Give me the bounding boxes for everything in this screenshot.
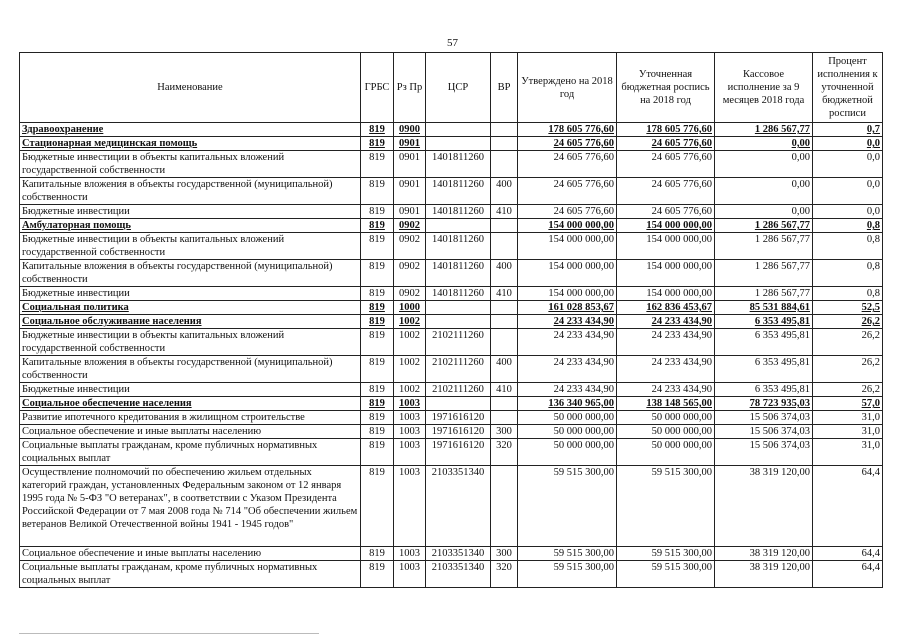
cell-csr: 1401811260 [426, 287, 491, 301]
cell-cash: 1 286 567,77 [715, 123, 813, 137]
cell-refined: 178 605 776,60 [617, 123, 715, 137]
cell-percent: 0,8 [813, 219, 883, 233]
col-header-approved: Утверждено на 2018 год [518, 53, 617, 123]
cell-grbs: 819 [361, 397, 394, 411]
cell-cash: 1 286 567,77 [715, 233, 813, 260]
cell-grbs: 819 [361, 205, 394, 219]
cell-refined: 24 605 776,60 [617, 137, 715, 151]
cell-percent: 64,4 [813, 561, 883, 588]
cell-rzpr: 1003 [394, 425, 426, 439]
cell-approved: 154 000 000,00 [518, 233, 617, 260]
budget-table [19, 52, 883, 588]
cell-approved: 24 233 434,90 [518, 315, 617, 329]
cell-csr [426, 315, 491, 329]
cell-rzpr: 0900 [394, 123, 426, 137]
cell-rzpr: 1000 [394, 301, 426, 315]
cell-grbs: 819 [361, 301, 394, 315]
cell-name: Социальные выплаты гражданам, кроме публичных нормативных социальных выплат [20, 439, 361, 466]
cell-grbs: 819 [361, 233, 394, 260]
cell-percent: 0,8 [813, 233, 883, 260]
cell-rzpr: 0901 [394, 205, 426, 219]
cell-vr [491, 315, 518, 329]
cell-cash: 15 506 374,03 [715, 411, 813, 425]
bottom-rule [19, 633, 319, 634]
cell-vr [491, 397, 518, 411]
cell-name: Социальное обеспечение и иные выплаты населению [20, 425, 361, 439]
cell-csr: 2103351340 [426, 561, 491, 588]
cell-percent: 0,0 [813, 137, 883, 151]
cell-refined: 24 233 434,90 [617, 329, 715, 356]
cell-grbs: 819 [361, 151, 394, 178]
cell-approved: 24 233 434,90 [518, 383, 617, 397]
table-row [20, 137, 883, 151]
table-row [20, 439, 883, 466]
cell-csr: 2103351340 [426, 466, 491, 547]
cell-percent: 26,2 [813, 356, 883, 383]
cell-grbs: 819 [361, 411, 394, 425]
table-row [20, 425, 883, 439]
cell-name: Бюджетные инвестиции в объекты капитальных вложений государственной собственности [20, 151, 361, 178]
cell-vr [491, 219, 518, 233]
cell-name: Развитие ипотечного кредитования в жилищном строительстве [20, 411, 361, 425]
cell-refined: 24 233 434,90 [617, 315, 715, 329]
cell-csr [426, 219, 491, 233]
cell-name: Социальное обслуживание населения [20, 315, 361, 329]
cell-name: Социальное обеспечение населения [20, 397, 361, 411]
cell-grbs: 819 [361, 315, 394, 329]
cell-vr: 320 [491, 439, 518, 466]
cell-cash: 38 319 120,00 [715, 561, 813, 588]
col-header-cash: Кассовое исполнение за 9 месяцев 2018 года [715, 53, 813, 123]
cell-name: Социальные выплаты гражданам, кроме публичных нормативных социальных выплат [20, 561, 361, 588]
table-row [20, 178, 883, 205]
cell-name: Социальная политика [20, 301, 361, 315]
cell-percent: 64,4 [813, 547, 883, 561]
cell-refined: 154 000 000,00 [617, 219, 715, 233]
cell-csr: 1401811260 [426, 205, 491, 219]
cell-rzpr: 1002 [394, 383, 426, 397]
cell-vr [491, 329, 518, 356]
cell-vr: 320 [491, 561, 518, 588]
cell-grbs: 819 [361, 561, 394, 588]
cell-name: Капитальные вложения в объекты государственной (муниципальной) собственности [20, 260, 361, 287]
cell-csr: 1971616120 [426, 411, 491, 425]
table-row [20, 397, 883, 411]
table-body [20, 123, 883, 588]
cell-grbs: 819 [361, 547, 394, 561]
cell-cash: 1 286 567,77 [715, 219, 813, 233]
cell-refined: 59 515 300,00 [617, 547, 715, 561]
table-row [20, 151, 883, 178]
cell-rzpr: 1003 [394, 439, 426, 466]
cell-refined: 154 000 000,00 [617, 287, 715, 301]
cell-grbs: 819 [361, 329, 394, 356]
cell-percent: 26,2 [813, 315, 883, 329]
cell-approved: 154 000 000,00 [518, 287, 617, 301]
cell-name: Бюджетные инвестиции [20, 383, 361, 397]
cell-approved: 24 605 776,60 [518, 205, 617, 219]
col-header-percent: Процент исполнения к уточненной бюджетной росписи [813, 53, 883, 123]
table-row [20, 260, 883, 287]
cell-vr: 400 [491, 356, 518, 383]
cell-grbs: 819 [361, 123, 394, 137]
cell-cash: 78 723 935,03 [715, 397, 813, 411]
cell-csr: 1971616120 [426, 425, 491, 439]
cell-cash: 38 319 120,00 [715, 547, 813, 561]
cell-cash: 85 531 884,61 [715, 301, 813, 315]
cell-vr: 410 [491, 287, 518, 301]
cell-percent: 26,2 [813, 329, 883, 356]
cell-cash: 6 353 495,81 [715, 383, 813, 397]
col-header-refined: Уточненная бюджетная роспись на 2018 год [617, 53, 715, 123]
cell-approved: 24 605 776,60 [518, 137, 617, 151]
col-header-csr: ЦСР [426, 53, 491, 123]
cell-grbs: 819 [361, 425, 394, 439]
cell-vr: 300 [491, 547, 518, 561]
table-row [20, 466, 883, 547]
cell-cash: 1 286 567,77 [715, 287, 813, 301]
cell-cash: 6 353 495,81 [715, 356, 813, 383]
cell-approved: 50 000 000,00 [518, 425, 617, 439]
cell-rzpr: 1002 [394, 356, 426, 383]
table-row [20, 287, 883, 301]
cell-refined: 24 605 776,60 [617, 205, 715, 219]
cell-vr: 400 [491, 260, 518, 287]
cell-cash: 1 286 567,77 [715, 260, 813, 287]
cell-vr [491, 301, 518, 315]
table-row [20, 329, 883, 356]
cell-grbs: 819 [361, 356, 394, 383]
cell-vr [491, 411, 518, 425]
cell-rzpr: 1003 [394, 397, 426, 411]
table-row [20, 383, 883, 397]
cell-approved: 24 605 776,60 [518, 178, 617, 205]
cell-grbs: 819 [361, 137, 394, 151]
cell-cash: 15 506 374,03 [715, 439, 813, 466]
cell-cash: 0,00 [715, 137, 813, 151]
cell-approved: 59 515 300,00 [518, 547, 617, 561]
cell-percent: 0,0 [813, 178, 883, 205]
cell-percent: 0,0 [813, 205, 883, 219]
cell-rzpr: 1002 [394, 329, 426, 356]
cell-vr [491, 151, 518, 178]
page-number: 57 [447, 37, 458, 49]
cell-rzpr: 0902 [394, 219, 426, 233]
table-row [20, 411, 883, 425]
cell-approved: 136 340 965,00 [518, 397, 617, 411]
table-row [20, 219, 883, 233]
cell-percent: 0,7 [813, 123, 883, 137]
cell-approved: 154 000 000,00 [518, 260, 617, 287]
cell-name: Осуществление полномочий по обеспечению жильем отдельных категорий граждан, установленных Федеральным законом от 12 января 1995 года № 5-ФЗ "О ветеранах", в соответствии с Указом Президента Российской Федерации от 7 мая 2008 года № 714 "Об обеспечении жильем ветеранов Великой Отечественной войны 1941 - 1945 годов" [20, 466, 361, 547]
cell-csr: 1401811260 [426, 233, 491, 260]
cell-name: Здравоохранение [20, 123, 361, 137]
cell-percent: 52,5 [813, 301, 883, 315]
cell-refined: 154 000 000,00 [617, 260, 715, 287]
cell-approved: 154 000 000,00 [518, 219, 617, 233]
cell-grbs: 819 [361, 466, 394, 547]
cell-percent: 31,0 [813, 411, 883, 425]
cell-approved: 24 233 434,90 [518, 329, 617, 356]
col-header-rzpr: Рз Пр [394, 53, 426, 123]
cell-cash: 15 506 374,03 [715, 425, 813, 439]
table-row [20, 561, 883, 588]
cell-refined: 50 000 000,00 [617, 425, 715, 439]
cell-rzpr: 1002 [394, 315, 426, 329]
cell-csr: 2102111260 [426, 356, 491, 383]
cell-grbs: 819 [361, 287, 394, 301]
cell-vr [491, 137, 518, 151]
cell-refined: 24 605 776,60 [617, 178, 715, 205]
cell-csr: 2102111260 [426, 383, 491, 397]
cell-percent: 31,0 [813, 425, 883, 439]
cell-grbs: 819 [361, 260, 394, 287]
cell-name: Амбулаторная помощь [20, 219, 361, 233]
cell-grbs: 819 [361, 178, 394, 205]
cell-percent: 0,8 [813, 287, 883, 301]
cell-refined: 24 233 434,90 [617, 356, 715, 383]
cell-refined: 162 836 453,67 [617, 301, 715, 315]
cell-vr [491, 233, 518, 260]
cell-refined: 24 233 434,90 [617, 383, 715, 397]
cell-approved: 59 515 300,00 [518, 561, 617, 588]
cell-csr [426, 123, 491, 137]
cell-cash: 6 353 495,81 [715, 329, 813, 356]
cell-name: Бюджетные инвестиции в объекты капитальных вложений государственной собственности [20, 329, 361, 356]
cell-name: Бюджетные инвестиции [20, 205, 361, 219]
cell-refined: 50 000 000,00 [617, 439, 715, 466]
cell-csr [426, 137, 491, 151]
cell-approved: 59 515 300,00 [518, 466, 617, 547]
cell-rzpr: 1003 [394, 561, 426, 588]
cell-cash: 6 353 495,81 [715, 315, 813, 329]
table-row [20, 356, 883, 383]
cell-rzpr: 0902 [394, 233, 426, 260]
table-row [20, 315, 883, 329]
cell-rzpr: 0901 [394, 137, 426, 151]
table-header-row [20, 53, 883, 123]
cell-csr: 1401811260 [426, 178, 491, 205]
cell-csr: 1971616120 [426, 439, 491, 466]
cell-refined: 59 515 300,00 [617, 561, 715, 588]
cell-refined: 50 000 000,00 [617, 411, 715, 425]
cell-rzpr: 0902 [394, 287, 426, 301]
cell-refined: 24 605 776,60 [617, 151, 715, 178]
table-row [20, 205, 883, 219]
col-header-vr: ВР [491, 53, 518, 123]
cell-percent: 57,0 [813, 397, 883, 411]
cell-approved: 161 028 853,67 [518, 301, 617, 315]
table-row [20, 547, 883, 561]
cell-csr: 2102111260 [426, 329, 491, 356]
cell-percent: 0,8 [813, 260, 883, 287]
cell-cash: 0,00 [715, 151, 813, 178]
cell-rzpr: 0901 [394, 178, 426, 205]
cell-csr: 1401811260 [426, 151, 491, 178]
cell-vr: 300 [491, 425, 518, 439]
cell-rzpr: 1003 [394, 411, 426, 425]
cell-cash: 0,00 [715, 205, 813, 219]
cell-grbs: 819 [361, 219, 394, 233]
table-row [20, 301, 883, 315]
cell-approved: 50 000 000,00 [518, 439, 617, 466]
cell-csr [426, 301, 491, 315]
cell-refined: 154 000 000,00 [617, 233, 715, 260]
cell-cash: 0,00 [715, 178, 813, 205]
cell-name: Стационарная медицинская помощь [20, 137, 361, 151]
cell-rzpr: 1003 [394, 547, 426, 561]
cell-vr [491, 466, 518, 547]
cell-name: Социальное обеспечение и иные выплаты населению [20, 547, 361, 561]
cell-rzpr: 1003 [394, 466, 426, 547]
cell-csr: 2103351340 [426, 547, 491, 561]
cell-vr: 410 [491, 383, 518, 397]
cell-approved: 24 233 434,90 [518, 356, 617, 383]
table-row [20, 123, 883, 137]
cell-name: Капитальные вложения в объекты государственной (муниципальной) собственности [20, 356, 361, 383]
cell-vr: 400 [491, 178, 518, 205]
cell-vr [491, 123, 518, 137]
cell-cash: 38 319 120,00 [715, 466, 813, 547]
cell-percent: 26,2 [813, 383, 883, 397]
cell-grbs: 819 [361, 439, 394, 466]
cell-refined: 59 515 300,00 [617, 466, 715, 547]
cell-rzpr: 0902 [394, 260, 426, 287]
cell-rzpr: 0901 [394, 151, 426, 178]
cell-percent: 64,4 [813, 466, 883, 547]
cell-percent: 31,0 [813, 439, 883, 466]
cell-grbs: 819 [361, 383, 394, 397]
cell-percent: 0,0 [813, 151, 883, 178]
table-row [20, 233, 883, 260]
cell-csr: 1401811260 [426, 260, 491, 287]
cell-approved: 178 605 776,60 [518, 123, 617, 137]
cell-name: Капитальные вложения в объекты государственной (муниципальной) собственности [20, 178, 361, 205]
cell-name: Бюджетные инвестиции [20, 287, 361, 301]
cell-refined: 138 148 565,00 [617, 397, 715, 411]
col-header-grbs: ГРБС [361, 53, 394, 123]
cell-name: Бюджетные инвестиции в объекты капитальных вложений государственной собственности [20, 233, 361, 260]
cell-approved: 24 605 776,60 [518, 151, 617, 178]
cell-vr: 410 [491, 205, 518, 219]
cell-csr [426, 397, 491, 411]
cell-approved: 50 000 000,00 [518, 411, 617, 425]
col-header-name: Наименование [20, 53, 361, 123]
